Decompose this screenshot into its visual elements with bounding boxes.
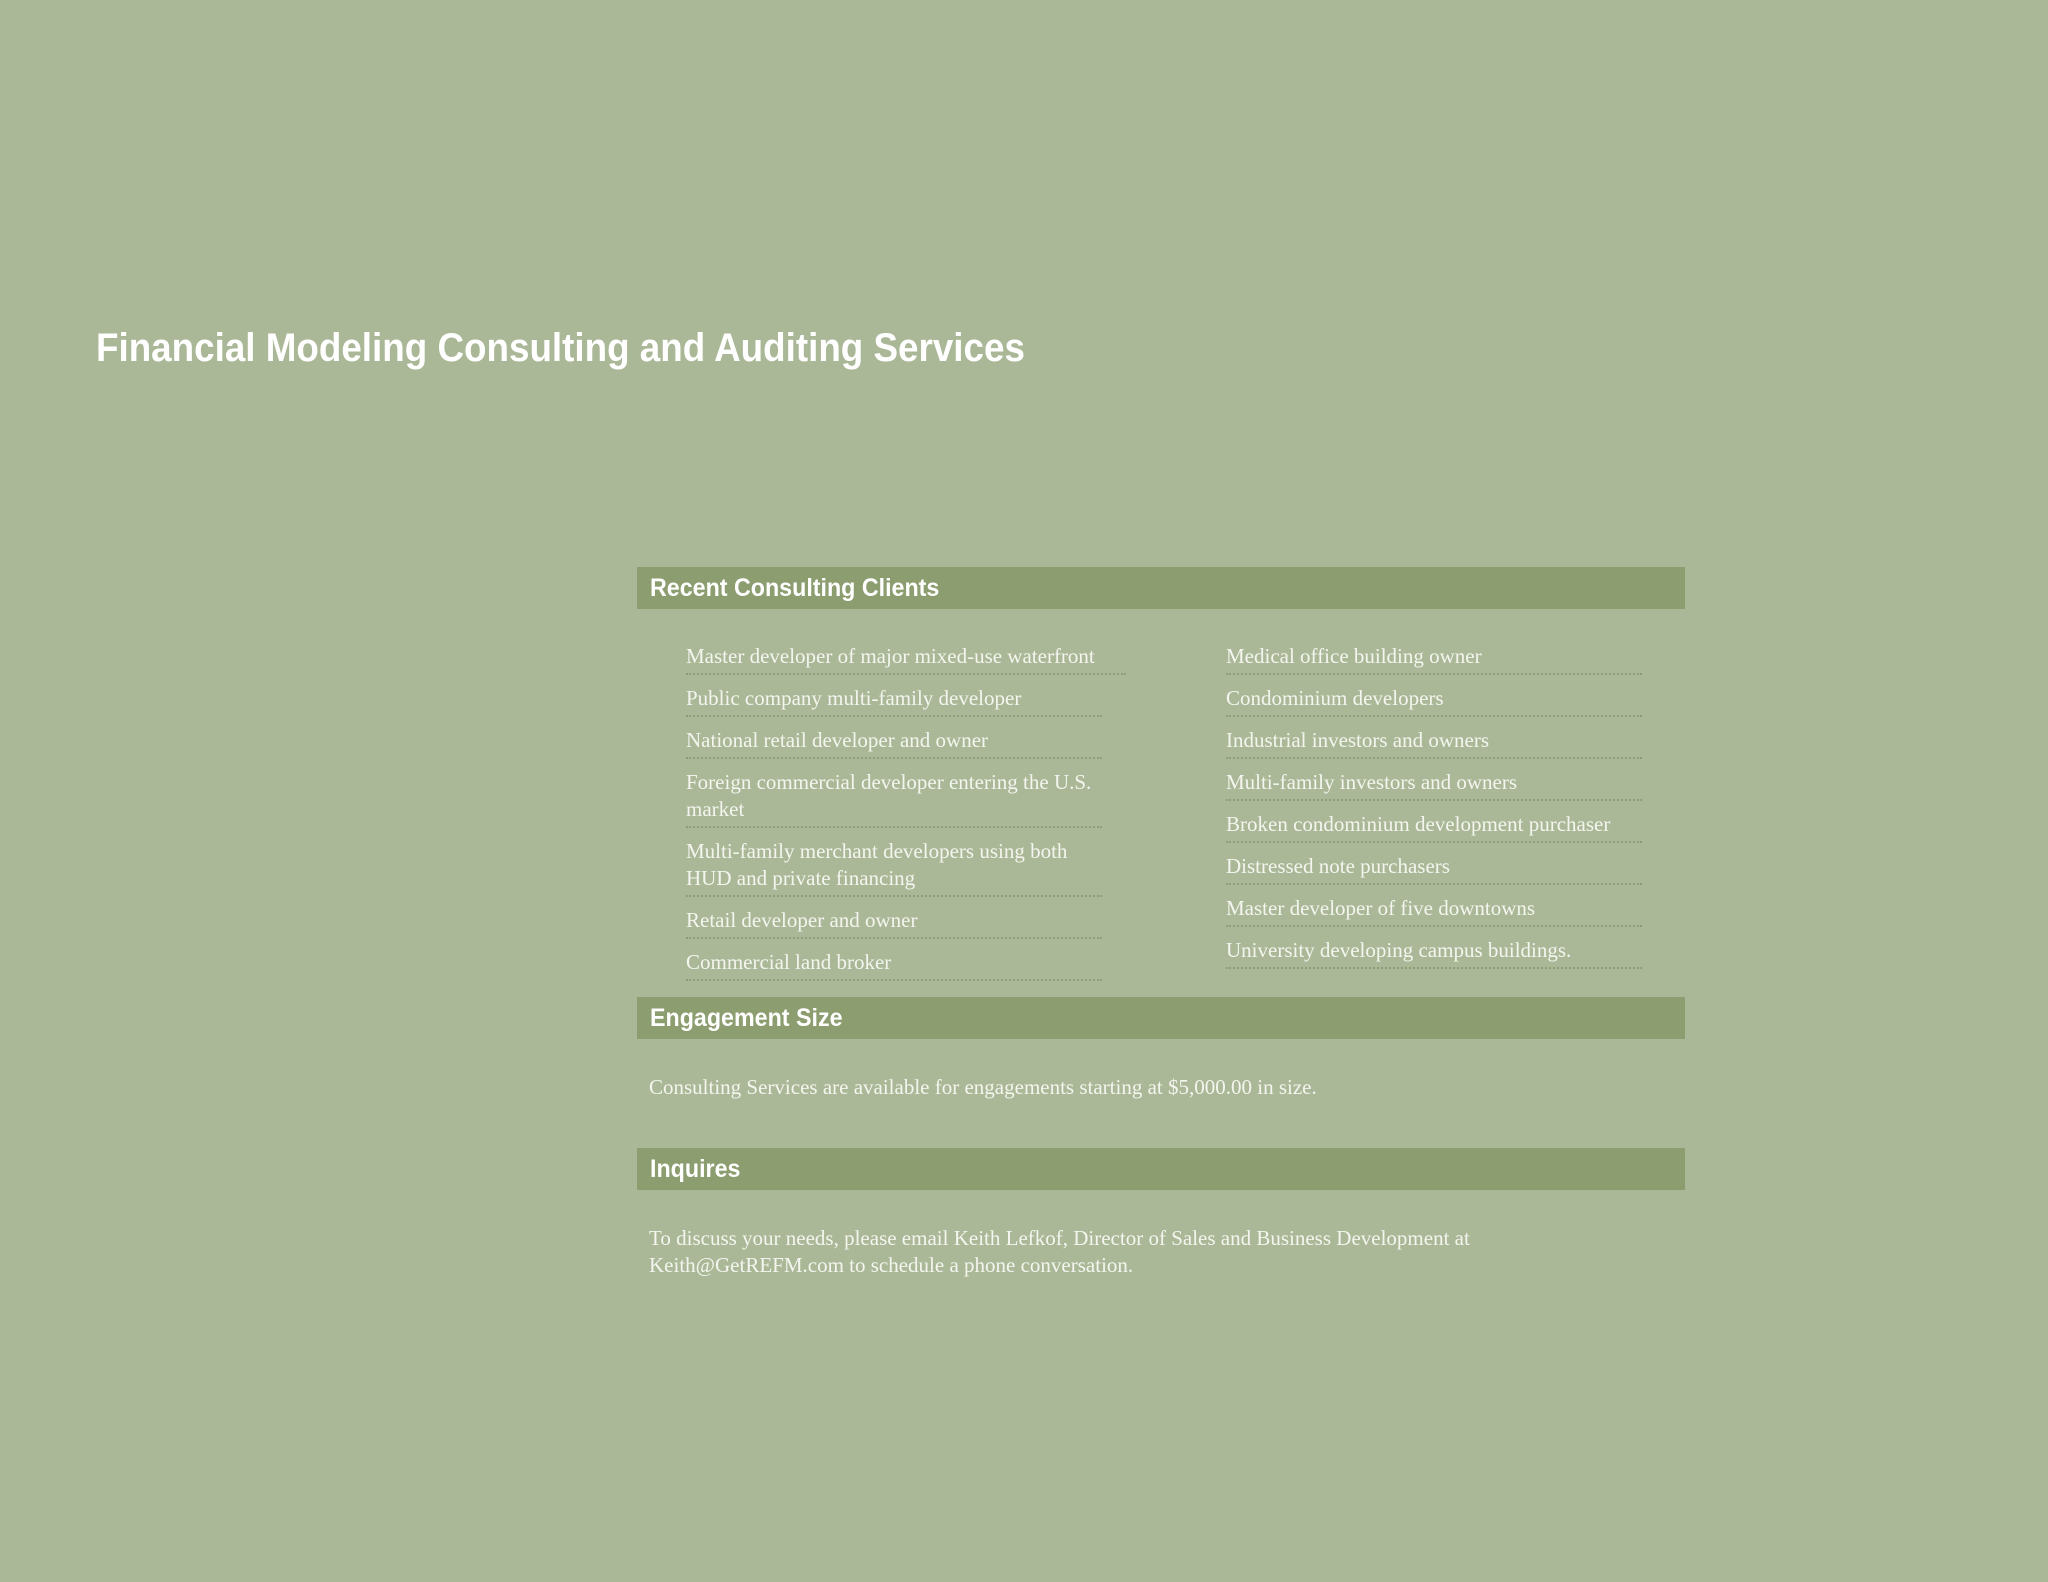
list-item: Foreign commercial developer entering the U.S. market: [686, 769, 1102, 828]
list-item: National retail developer and owner: [686, 727, 1102, 759]
list-item: Distressed note purchasers: [1226, 853, 1642, 885]
list-item: Multi-family investors and owners: [1226, 769, 1642, 801]
list-item: Condominium developers: [1226, 685, 1642, 717]
list-item: Commercial land broker: [686, 949, 1102, 981]
list-item: Master developer of major mixed-use waterfront: [686, 643, 1126, 675]
list-item: Public company multi-family developer: [686, 685, 1102, 717]
list-item: Multi-family merchant developers using both HUD and private financing: [686, 838, 1102, 897]
page-title: Financial Modeling Consulting and Auditing Services: [96, 326, 1025, 370]
engagement-section-heading: Engagement Size: [650, 1004, 843, 1032]
list-item: Industrial investors and owners: [1226, 727, 1642, 759]
engagement-section-header: [637, 997, 1685, 1039]
inquires-section-header: [637, 1148, 1685, 1190]
list-item: Master developer of five downtowns: [1226, 895, 1642, 927]
inquires-section-heading: Inquires: [650, 1155, 741, 1183]
clients-list-right: [1226, 643, 1642, 979]
list-item: University developing campus buildings.: [1226, 937, 1642, 969]
inquires-text-line-1: To discuss your needs, please email Keith Lefkof, Director of Sales and Business Development at: [649, 1226, 1470, 1250]
clients-section-header: [637, 567, 1685, 609]
engagement-text: Consulting Services are available for engagements starting at $5,000.00 in size.: [649, 1075, 1317, 1099]
clients-section-heading: Recent Consulting Clients: [650, 574, 940, 602]
list-item: Medical office building owner: [1226, 643, 1642, 675]
list-item: Broken condominium development purchaser: [1226, 811, 1642, 843]
inquires-text: [649, 1225, 1649, 1279]
inquires-text-line-2: Keith@GetREFM.com to schedule a phone conversation.: [649, 1253, 1134, 1277]
list-item: Retail developer and owner: [686, 907, 1102, 939]
clients-list-left: [686, 643, 1102, 991]
